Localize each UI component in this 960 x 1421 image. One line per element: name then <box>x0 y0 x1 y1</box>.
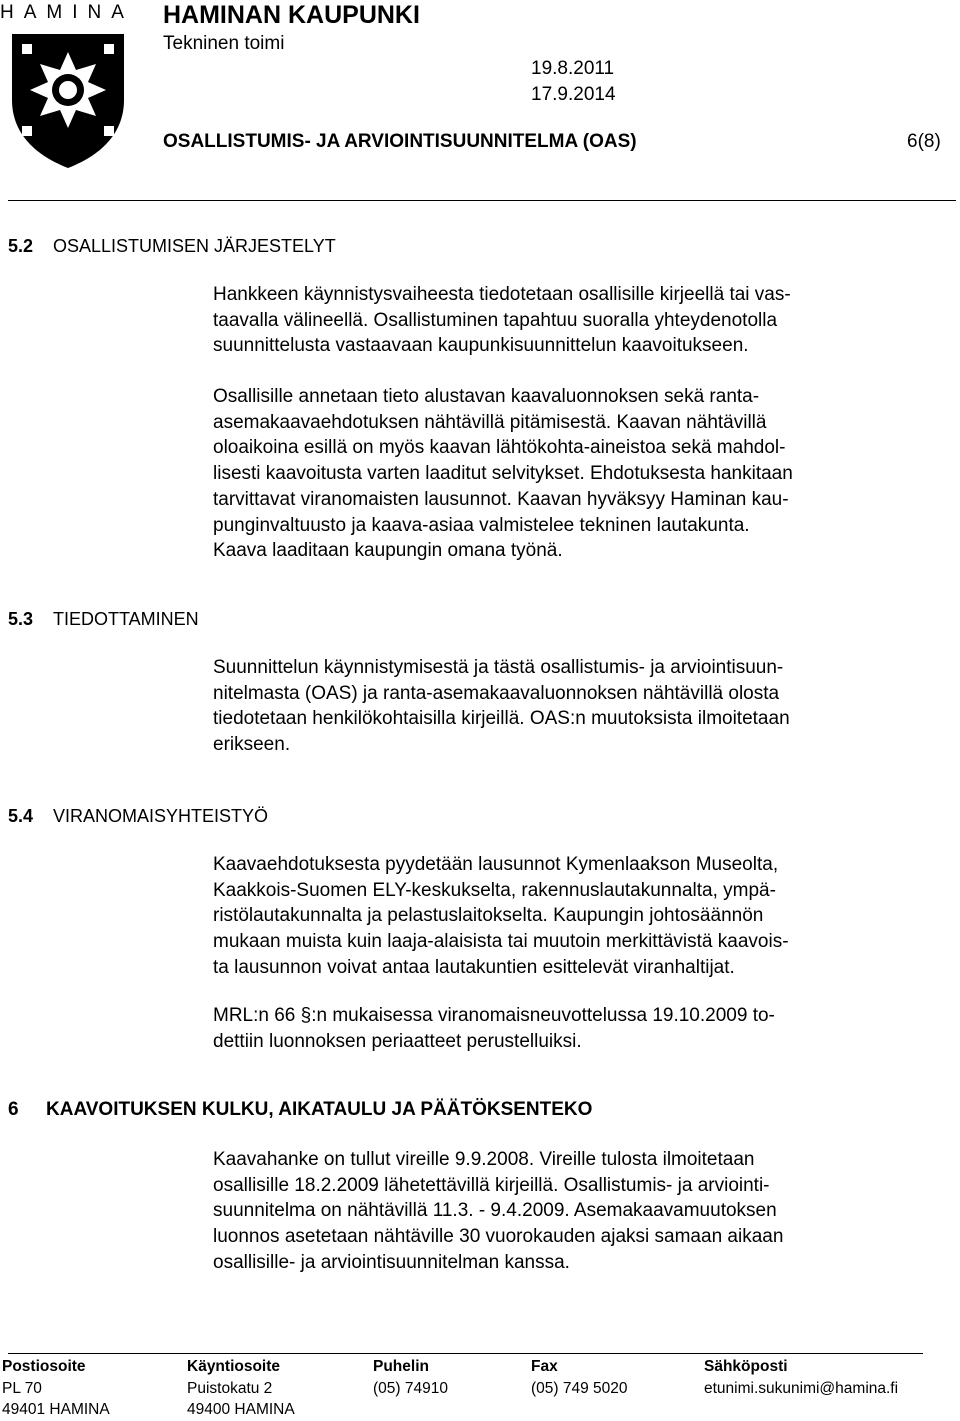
paragraph <box>213 1147 913 1276</box>
text-line: taavalla välineellä. Osallistuminen tapahtuu suoralla yhteydenotolla <box>213 309 778 331</box>
footer-email-value[interactable]: etunimi.sukunimi@hamina.fi <box>704 1379 899 1397</box>
footer-fax <box>531 1356 628 1399</box>
page-number: 6(8) <box>907 131 941 152</box>
text-line: nitelmasta (OAS) ja ranta-asemakaavaluonnoksen nähtävillä olosta <box>213 682 780 704</box>
text-line: Suunnittelun käynnistymisestä ja tästä osallistumis- ja arviointisuun- <box>213 657 784 678</box>
document-title: OSALLISTUMIS- JA ARVIOINTISUUNNITELMA (OAS) <box>163 131 637 152</box>
footer-postal <box>2 1356 110 1421</box>
paragraph <box>213 384 913 564</box>
text-line: Hankkeen käynnistysvaiheesta tiedotetaan osallisille kirjeellä tai vas- <box>213 284 791 305</box>
section-heading <box>8 806 268 827</box>
section-number: 5.3 <box>8 609 34 629</box>
text-line: dettiin luonnoksen periaatteet perustelluiksi. <box>213 1030 582 1052</box>
footer-label: Postiosoite <box>2 1358 86 1375</box>
text-line: Kaakkois-Suomen ELY-keskukselta, rakennuslautakunnalta, ympä- <box>213 879 776 901</box>
paragraph <box>213 1003 913 1054</box>
revision-date: 17.9.2014 <box>531 84 616 105</box>
paragraph <box>213 852 913 981</box>
text-line: Osallisille annetaan tieto alustavan kaavaluonnoksen sekä ranta- <box>213 386 760 407</box>
text-line: tarvittavat viranomaisten lausunnot. Kaavan hyväksyy Haminan kau- <box>213 488 789 510</box>
footer-divider <box>8 1353 923 1354</box>
footer-value: 49400 HAMINA <box>187 1401 295 1418</box>
paragraph <box>213 282 913 359</box>
text-line: lisesti kaavoitusta varten laaditut selvitykset. Ehdotuksesta hankitaan <box>213 463 793 485</box>
footer-value: 49401 HAMINA <box>2 1401 110 1418</box>
text-line: suunnitelma on nähtävillä 11.3. - 9.4.2009. Asemakaavamuutoksen <box>213 1200 777 1222</box>
logo-wordmark: HAMINA <box>0 2 134 23</box>
footer-value: PL 70 <box>2 1379 42 1397</box>
text-line: mukaan muista kuin laaja-alaisista tai muutoin merkittävistä kaavois- <box>213 931 789 953</box>
text-line: oloaikoina esillä on myös kaavan lähtökohta-aineistoa sekä mahdol- <box>213 437 786 459</box>
footer-value: (05) 74910 <box>373 1379 448 1397</box>
footer-value: (05) 749 5020 <box>531 1379 628 1397</box>
footer-email <box>704 1356 898 1399</box>
text-line: asemakaavaehdotuksen nähtävillä pitämisestä. Kaavan nähtävillä <box>213 411 767 433</box>
text-line: suunnittelusta vastaavaan kaupunkisuunnittelun kaavoitukseen. <box>213 335 749 357</box>
section-title: OSALLISTUMISEN JÄRJESTELYT <box>53 236 336 256</box>
section-number: 5.4 <box>8 806 34 826</box>
text-line: osallisille 18.2.2009 lähetettävillä kirjeillä. Osallistumis- ja arviointi- <box>213 1174 770 1196</box>
footer-visiting <box>187 1356 295 1421</box>
chapter-title: KAAVOITUKSEN KULKU, AIKATAULU JA PÄÄTÖKSENTEKO <box>46 1099 593 1120</box>
section-heading <box>8 236 336 257</box>
text-line: Kaava laaditaan kaupungin omana työnä. <box>213 540 563 562</box>
text-line: erikseen. <box>213 734 291 756</box>
text-line: Kaavaehdotuksesta pyydetään lausunnot Kymenlaakson Museolta, <box>213 854 779 875</box>
chapter-number: 6 <box>8 1099 19 1120</box>
text-line: punginvaltuusto ja kaava-asiaa valmistelee tekninen lautakunta. <box>213 514 750 536</box>
text-line: ta lausunnon voivat antaa lautakuntien esittelevät viranhaltijat. <box>213 956 735 978</box>
text-line: ristölautakunnalta ja pelastuslaitokselta. Kaupungin johtosäännön <box>213 905 764 927</box>
paragraph <box>213 655 913 758</box>
text-line: luonnos asetetaan nähtäville 30 vuorokauden ajaksi samaan aikaan <box>213 1226 784 1248</box>
text-line: MRL:n 66 §:n mukaisessa viranomaisneuvottelussa 19.10.2009 to- <box>213 1005 775 1026</box>
text-line: osallisille- ja arviointisuunnitelman kanssa. <box>213 1251 570 1273</box>
header-divider <box>8 200 956 201</box>
chapter-heading <box>8 1099 592 1121</box>
footer-label: Käyntiosoite <box>187 1358 281 1375</box>
section-heading <box>8 609 199 630</box>
section-number: 5.2 <box>8 236 34 256</box>
text-line: tiedotetaan henkilökohtaisilla kirjeillä. OAS:n muutoksista ilmoitetaan <box>213 708 790 730</box>
city-crest-logo <box>6 30 130 170</box>
footer-label: Fax <box>531 1358 558 1375</box>
section-title: VIRANOMAISYHTEISTYÖ <box>53 806 269 826</box>
footer-label: Sähköposti <box>704 1358 788 1375</box>
footer-label: Puhelin <box>373 1358 429 1375</box>
footer-value: Puistokatu 2 <box>187 1379 273 1397</box>
organization-name: HAMINAN KAUPUNKI <box>163 1 420 29</box>
text-line: Kaavahanke on tullut vireille 9.9.2008. Vireille tulosta ilmoitetaan <box>213 1149 755 1170</box>
footer-phone <box>373 1356 448 1399</box>
section-title: TIEDOTTAMINEN <box>53 609 199 629</box>
department-name: Tekninen toimi <box>163 33 285 54</box>
document-date: 19.8.2011 <box>531 58 615 79</box>
